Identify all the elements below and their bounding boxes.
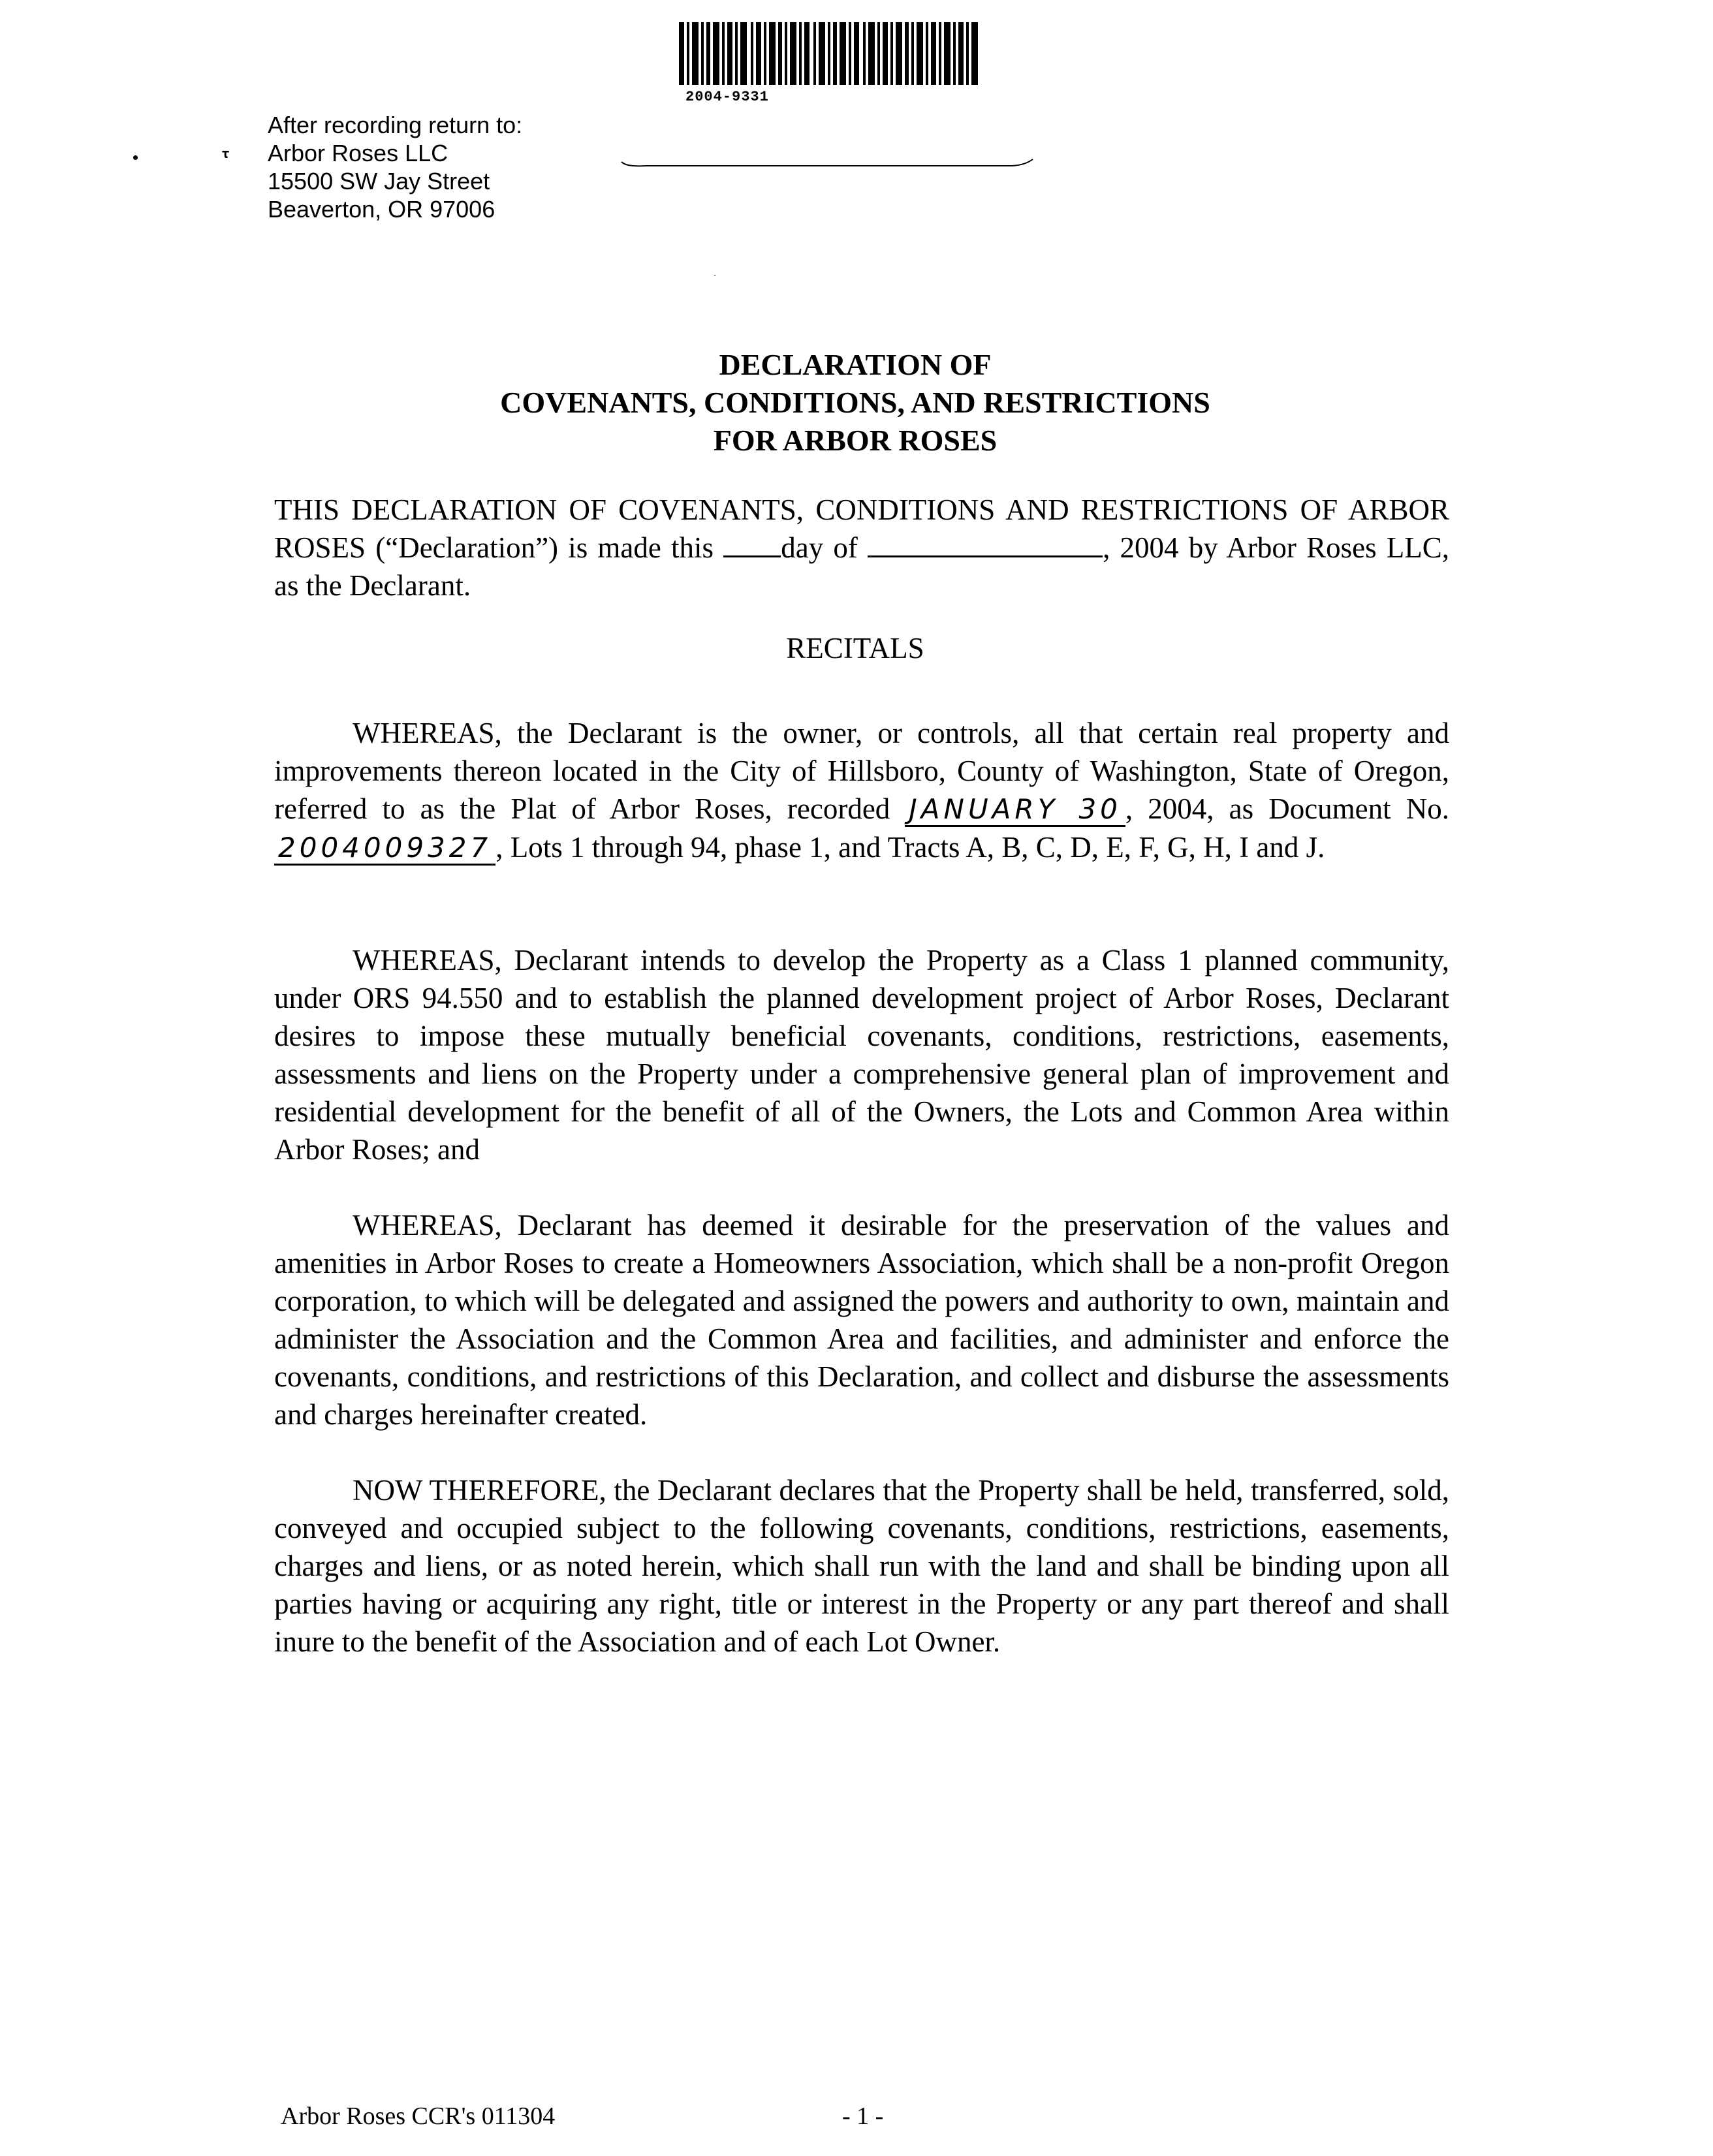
barcode-number: 2004-9331 <box>685 89 769 105</box>
now-therefore-text: NOW THEREFORE, the Declarant declares that the Property shall be held, transferred, sold, conveyed and occupied subject to the following covenants, conditions, restrictions, easements, charges and liens, or as noted herein, which shall run with the land and shall be binding upon all parties having or acquiring any right, title or interest in the Property or any part thereof and shall inure to the benefit of the Association and of each Lot Owner. <box>274 1474 1449 1658</box>
handwritten-recorded-date: JANUARY 30 <box>905 793 1125 827</box>
whereas1-text-2: , 2004, as Document No. <box>1125 792 1450 825</box>
barcode <box>679 22 979 107</box>
return-address-heading: After recording return to: <box>268 112 523 138</box>
title-line-2: COVENANTS, CONDITIONS, AND RESTRICTIONS <box>500 386 1210 419</box>
whereas2-text: WHEREAS, Declarant intends to develop the Property as a Class 1 planned community, under ORS 94.550 and to establish the planned development project of Arbor Roses, Declarant desires to impose these mutually beneficial covenants, conditions, restrictions, easements, assessments and liens on the Property under a comprehensive general plan of improvement and residential development for the benefit of all of the Owners, the Lots and Common Area within Arbor Roses; and <box>274 944 1449 1166</box>
now-therefore-paragraph <box>274 1471 1449 1661</box>
document-title <box>261 346 1449 460</box>
whereas-paragraph-2 <box>274 941 1449 1168</box>
stray-mark: 𝛕 <box>222 147 230 161</box>
title-line-1: DECLARATION OF <box>719 348 992 381</box>
footer-doc-ref: Arbor Roses CCR's 011304 <box>281 2102 556 2130</box>
recitals-heading: RECITALS <box>786 632 924 664</box>
return-address <box>268 111 522 223</box>
intro-paragraph <box>274 491 1449 604</box>
return-address-name: Arbor Roses LLC <box>268 140 448 166</box>
whereas3-text: WHEREAS, Declarant has deemed it desirable for the preservation of the values and amenities in Arbor Roses to create a Homeowners Association, which shall be a non-profit Oregon corporation, to which will be delegated and assigned the powers and authority to own, maintain and administer the Association and the Common Area and facilities, and administer and enforce the covenants, conditions, and restrictions of this Declaration, and collect and disburse the assessments and charges hereinafter created. <box>274 1209 1449 1431</box>
signature-line <box>620 157 1038 170</box>
return-address-street: 15500 SW Jay Street <box>268 168 490 195</box>
barcode-bars <box>679 22 979 85</box>
stray-dot <box>133 155 138 160</box>
whereas1-text-1: WHEREAS, the Declarant is the owner, or controls, all that certain real property and improvements thereon located in the City of Hillsboro, County of Washington, State of Oregon, referred to as the Plat of Arbor Roses, recorded <box>274 717 1449 825</box>
return-address-city: Beaverton, OR 97006 <box>268 196 495 223</box>
handwritten-document-number: 2004009327 <box>274 832 495 866</box>
footer-page-number: - 1 - <box>842 2102 884 2130</box>
whereas-paragraph-1 <box>274 714 1449 867</box>
stray-speck: · <box>713 269 717 282</box>
intro-text-1: THIS DECLARATION OF COVENANTS, CONDITIONS AND RESTRICTIONS OF ARBOR ROSES (“Declaration”) is made this <box>274 493 1449 564</box>
day-blank <box>723 532 781 557</box>
whereas-paragraph-3 <box>274 1206 1449 1433</box>
intro-text-3: , 2004 by Arbor Roses LLC, as the Declarant. <box>274 531 1450 602</box>
whereas1-text-3: , Lots 1 through 94, phase 1, and Tracts A, B, C, D, E, F, G, H, I and J. <box>495 831 1325 864</box>
month-blank <box>868 532 1103 557</box>
title-line-3: FOR ARBOR ROSES <box>713 424 998 457</box>
intro-text-2: day of <box>781 531 858 564</box>
